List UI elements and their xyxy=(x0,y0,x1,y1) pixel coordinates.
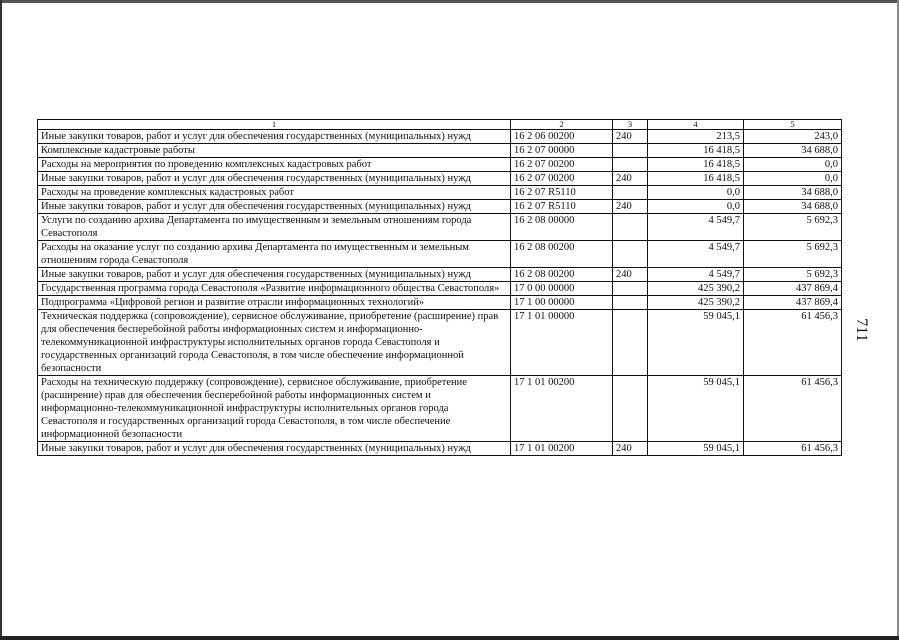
row-value-col5: 34 688,0 xyxy=(744,186,842,200)
row-value-col4: 59 045,1 xyxy=(648,442,744,456)
row-name: Услуги по созданию архива Департамента по имущественным и земельным отношениям города Севастополя xyxy=(38,214,511,241)
row-code: 16 2 08 00200 xyxy=(511,268,613,282)
row-code: 16 2 06 00200 xyxy=(511,130,613,144)
row-code: 16 2 08 00000 xyxy=(511,214,613,241)
row-value-col5: 437 869,4 xyxy=(744,282,842,296)
column-header: 2 xyxy=(511,120,613,130)
table-row xyxy=(38,214,842,241)
row-type: 240 xyxy=(613,130,648,144)
row-value-col4: 213,5 xyxy=(648,130,744,144)
row-value-col4: 59 045,1 xyxy=(648,310,744,376)
row-value-col5: 5 692,3 xyxy=(744,241,842,268)
row-value-col5: 0,0 xyxy=(744,158,842,172)
row-value-col5: 34 688,0 xyxy=(744,200,842,214)
row-code: 16 2 07 00000 xyxy=(511,144,613,158)
row-name: Иные закупки товаров, работ и услуг для обеспечения государственных (муниципальных) нужд xyxy=(38,130,511,144)
column-header: 4 xyxy=(648,120,744,130)
table-row xyxy=(38,186,842,200)
table-row xyxy=(38,241,842,268)
scan-edge-bottom xyxy=(0,636,899,640)
budget-table xyxy=(37,119,842,456)
row-value-col4: 16 418,5 xyxy=(648,172,744,186)
row-code: 17 1 01 00200 xyxy=(511,442,613,456)
row-value-col5: 61 456,3 xyxy=(744,310,842,376)
row-value-col5: 61 456,3 xyxy=(744,442,842,456)
row-value-col4: 16 418,5 xyxy=(648,158,744,172)
row-name: Расходы на мероприятия по проведению комплексных кадастровых работ xyxy=(38,158,511,172)
row-value-col4: 0,0 xyxy=(648,186,744,200)
page-number: 711 xyxy=(853,318,870,342)
row-value-col5: 5 692,3 xyxy=(744,214,842,241)
row-value-col4: 16 418,5 xyxy=(648,144,744,158)
table-row xyxy=(38,144,842,158)
row-code: 16 2 07 00200 xyxy=(511,158,613,172)
row-type xyxy=(613,241,648,268)
table-row xyxy=(38,172,842,186)
table-row xyxy=(38,310,842,376)
row-value-col4: 4 549,7 xyxy=(648,241,744,268)
row-name: Иные закупки товаров, работ и услуг для обеспечения государственных (муниципальных) нужд xyxy=(38,268,511,282)
table-row xyxy=(38,296,842,310)
row-value-col5: 34 688,0 xyxy=(744,144,842,158)
row-value-col5: 5 692,3 xyxy=(744,268,842,282)
row-value-col4: 425 390,2 xyxy=(648,296,744,310)
table-row xyxy=(38,282,842,296)
table-row xyxy=(38,442,842,456)
row-name: Иные закупки товаров, работ и услуг для обеспечения государственных (муниципальных) нужд xyxy=(38,200,511,214)
row-code: 17 1 00 00000 xyxy=(511,296,613,310)
row-type: 240 xyxy=(613,268,648,282)
row-type xyxy=(613,158,648,172)
row-name: Расходы на техническую поддержку (сопровождение), сервисное обслуживание, приобретение (расширение) прав для обеспечения бесперебойной работы информационных систем и информационно-телекоммуникационной инфраструктуры исполнительных органов города Севастополя и государственных организаций города Севастополя, в том числе обеспечение информационной безопасности xyxy=(38,376,511,442)
row-value-col4: 4 549,7 xyxy=(648,214,744,241)
row-type xyxy=(613,310,648,376)
table-row xyxy=(38,158,842,172)
row-name: Подпрограмма «Цифровой регион и развитие отрасли информационных технологий» xyxy=(38,296,511,310)
row-code: 16 2 07 R5110 xyxy=(511,186,613,200)
row-value-col4: 0,0 xyxy=(648,200,744,214)
row-value-col5: 437 869,4 xyxy=(744,296,842,310)
row-type xyxy=(613,214,648,241)
row-type: 240 xyxy=(613,172,648,186)
table-header-row xyxy=(38,120,842,130)
column-header: 3 xyxy=(613,120,648,130)
row-type xyxy=(613,282,648,296)
table-row xyxy=(38,200,842,214)
row-type xyxy=(613,296,648,310)
row-name: Иные закупки товаров, работ и услуг для обеспечения государственных (муниципальных) нужд xyxy=(38,172,511,186)
row-value-col5: 61 456,3 xyxy=(744,376,842,442)
table-row xyxy=(38,268,842,282)
row-value-col5: 0,0 xyxy=(744,172,842,186)
row-name: Расходы на проведение комплексных кадастровых работ xyxy=(38,186,511,200)
table-row xyxy=(38,376,842,442)
column-header: 1 xyxy=(38,120,511,130)
row-code: 16 2 07 00200 xyxy=(511,172,613,186)
table-row xyxy=(38,130,842,144)
scan-edge-left xyxy=(0,0,2,640)
row-type xyxy=(613,376,648,442)
row-name: Государственная программа города Севастополя «Развитие информационного общества Севастополя» xyxy=(38,282,511,296)
row-name: Иные закупки товаров, работ и услуг для обеспечения государственных (муниципальных) нужд xyxy=(38,442,511,456)
row-name: Техническая поддержка (сопровождение), сервисное обслуживание, приобретение (расширение) прав для обеспечения бесперебойной работы информационных систем и информационно-телекоммуникационной инфраструктуры исполнительных органов города Севастополя и государственных организаций города Севастополя, в том числе обеспечение информационной безопасности xyxy=(38,310,511,376)
row-name: Комплексные кадастровые работы xyxy=(38,144,511,158)
row-value-col4: 425 390,2 xyxy=(648,282,744,296)
row-type xyxy=(613,144,648,158)
column-header: 5 xyxy=(744,120,842,130)
row-type xyxy=(613,186,648,200)
row-type: 240 xyxy=(613,200,648,214)
row-code: 16 2 08 00200 xyxy=(511,241,613,268)
row-code: 17 0 00 00000 xyxy=(511,282,613,296)
row-value-col5: 243,0 xyxy=(744,130,842,144)
row-value-col4: 59 045,1 xyxy=(648,376,744,442)
row-type: 240 xyxy=(613,442,648,456)
row-code: 17 1 01 00200 xyxy=(511,376,613,442)
row-code: 17 1 01 00000 xyxy=(511,310,613,376)
row-code: 16 2 07 R5110 xyxy=(511,200,613,214)
row-name: Расходы на оказание услуг по созданию архива Департамента по имущественным и земельным отношениям города Севастополя xyxy=(38,241,511,268)
row-value-col4: 4 549,7 xyxy=(648,268,744,282)
scan-edge-top xyxy=(0,0,899,3)
